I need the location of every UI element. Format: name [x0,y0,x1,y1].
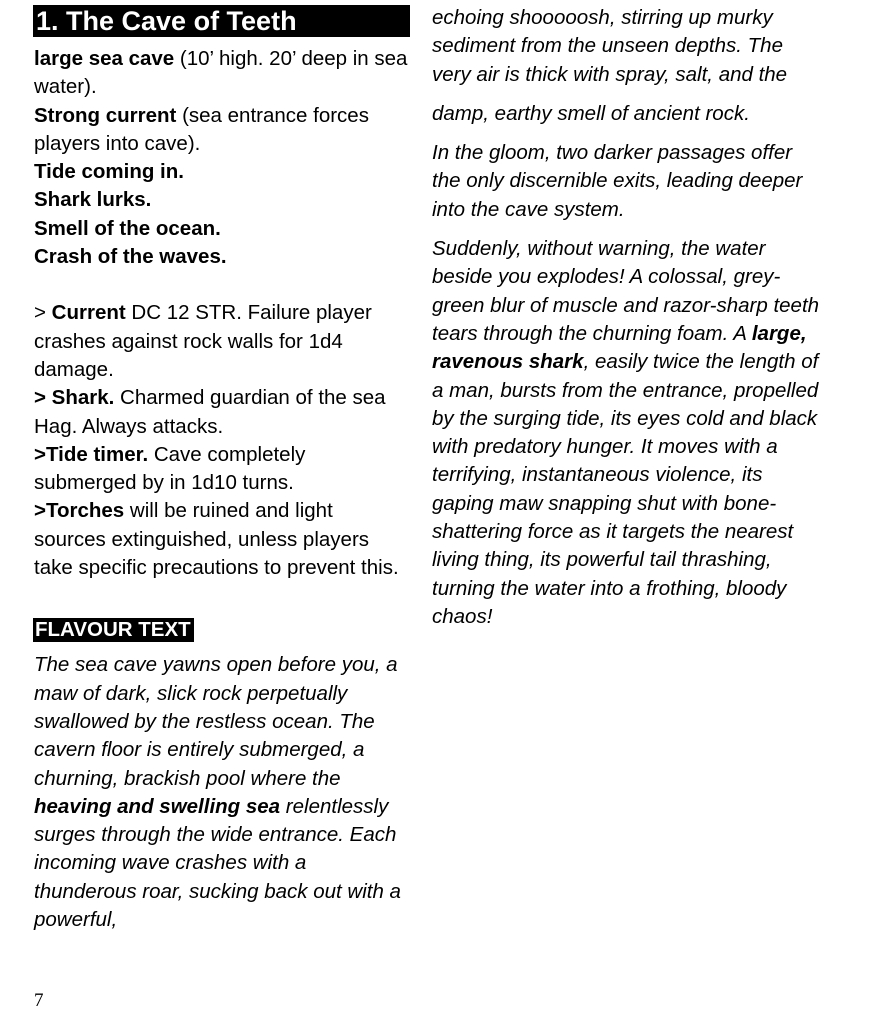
rule-shark [34,384,410,441]
rule-shark-bold: Shark. [51,386,115,410]
rule-current-bold: Current [51,301,126,325]
flavour-paragraph [34,651,410,934]
shark-attack-bold: large, ravenous shark [432,321,807,374]
section-title: 1. The Cave of Teeth [33,5,410,37]
rule-marker: > [34,499,46,523]
shark-attack-text-b: , easily twice the length of a man, bursts from the entrance, propelled by the surging tide, its eyes cold and black with predatory hunger. It moves with a terrifying, instantaneous violence, its gaping maw snapping shut with bone-shattering force as it targets the nearest living thing, its powerful tail thrashing, turning the water into a frothing, bloody chaos! [432,350,819,628]
summary-current-bold: Strong current [34,103,177,127]
flavour-text-a: The sea cave yawns open before you, a maw of dark, slick rock perpetually swallowed by the restless ocean. The cavern floor is entirely submerged, a churning, brackish pool where the [34,653,398,790]
flavour-text-bold: heaving and swelling sea [34,794,281,818]
page-number: 7 [34,990,44,1011]
summary-current [34,102,410,159]
summary-cave [34,45,410,102]
left-column [34,5,410,934]
rule-marker: > [34,442,46,466]
summary-cave-bold: large sea cave [34,47,175,70]
flavour-heading: FLAVOUR TEXT [33,618,194,642]
rule-current [34,299,410,384]
flavour-continued: echoing shooooosh, stirring up murky sediment from the unseen depths. The very air is thick with spray, salt, and the [432,6,788,86]
rule-marker: > [34,386,52,410]
shark-attack-text-a: Suddenly, without warning, the water beside you explodes! A colossal, grey-green blur of muscle and razor-sharp teeth tears through the churning foam. A [432,237,820,345]
flavour-text [34,651,410,934]
right-column [432,4,822,642]
rule-current-text: DC 12 STR. Failure player crashes against rock walls for 1d4 damage. [34,301,372,381]
rule-marker: > [34,301,52,325]
rule-torches-text: will be ruined and light sources extinguished, unless players take specific precautions to prevent this. [34,499,399,580]
rule-tide-bold: Tide timer. [45,442,149,466]
rule-shark-text: Charmed guardian of the sea Hag. Always attacks. [34,386,386,438]
location-summary [34,45,410,271]
rules-list [34,299,410,582]
summary-shark: Shark lurks. [34,188,152,212]
rule-torches [34,497,410,582]
summary-tide: Tide coming in. [34,160,184,184]
flavour-smell: damp, earthy smell of ancient rock. [432,101,750,125]
flavour-passages: In the gloom, two darker passages offer the only discernible exits, leading deeper into the cave system. [432,141,803,221]
summary-cave-text: (10’ high. 20’ deep in sea water). [34,47,408,99]
rule-tide-timer [34,441,410,498]
flavour-text-b: relentlessly surges through the wide entrance. Each incoming wave crashes with a thunderous roar, sucking back out with a powerful, [34,794,401,932]
summary-smell: Smell of the ocean. [34,216,221,240]
flavour-shark-attack [432,235,822,631]
rule-tide-text: Cave completely submerged by in 1d10 turns. [34,442,306,495]
rule-torches-bold: Torches [45,499,125,523]
summary-current-text: (sea entrance forces players into cave). [34,103,369,155]
summary-crash: Crash of the waves. [34,245,227,269]
